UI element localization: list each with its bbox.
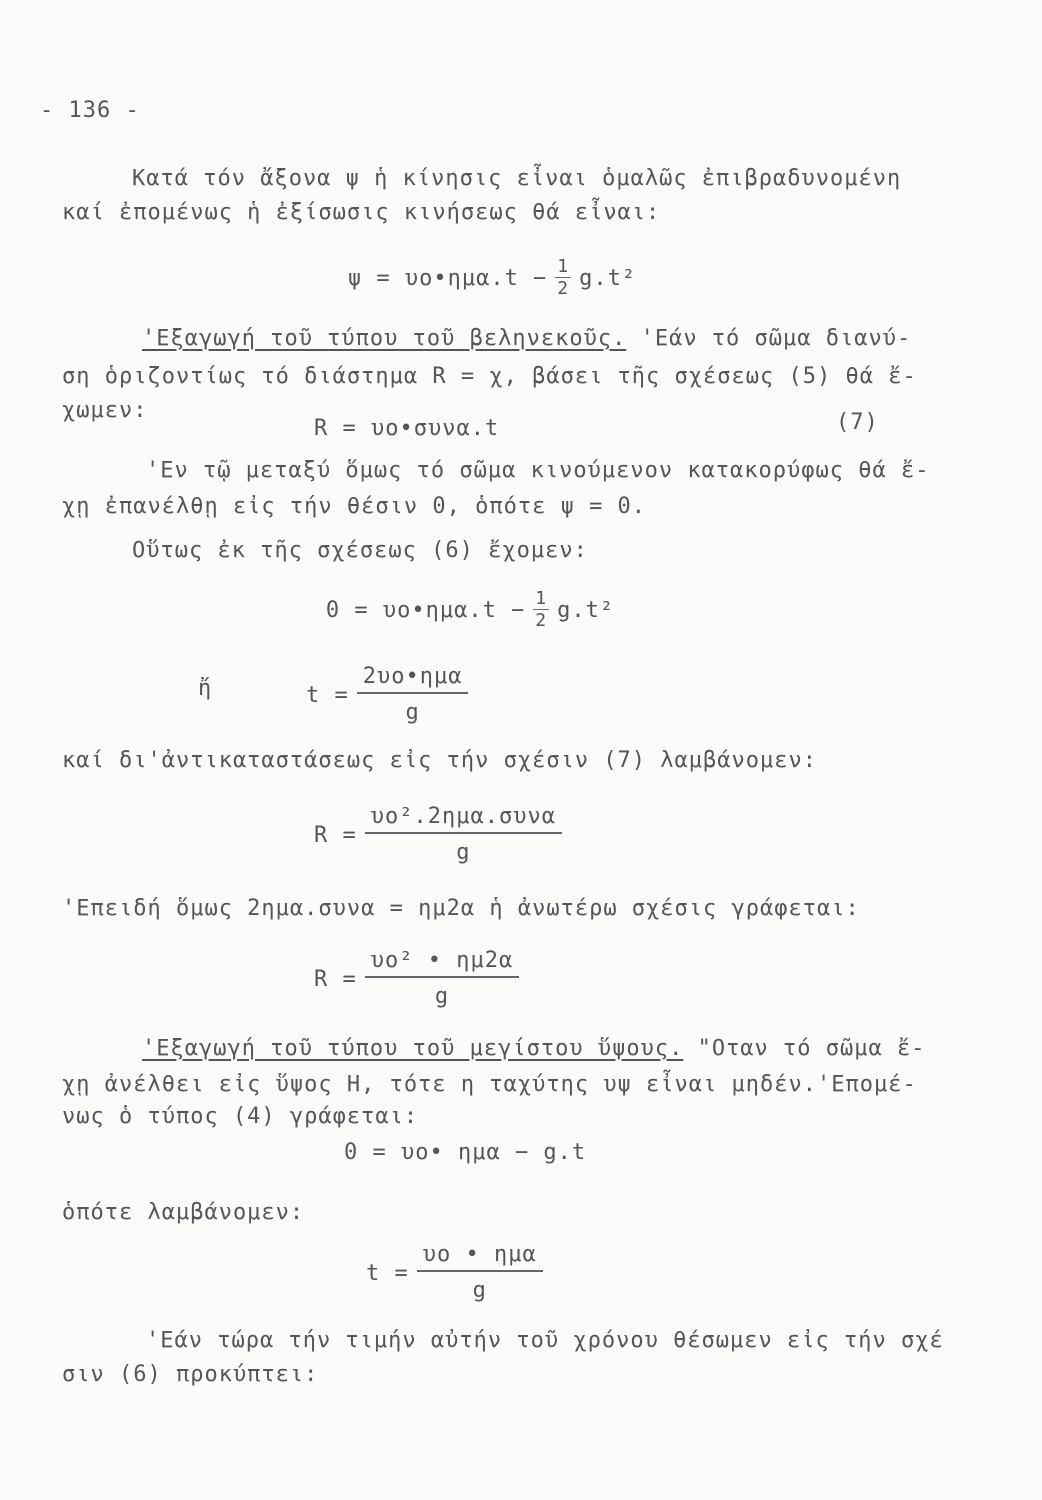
paragraph-line: νως ὁ τύπος (4) γράφεται: (62, 1104, 419, 1129)
equation-zero (326, 590, 614, 630)
equation-range-sin2a (314, 950, 519, 1008)
paragraph-line: Κατά τόν ἄξονα ψ ἡ κίνησις εἶναι ὁμαλῶς ἐπιβραδυνομένη (132, 166, 902, 191)
section-heading-line (142, 1036, 926, 1061)
equation-lhs: 0 = υο•ημα.t − (325, 597, 526, 623)
equation-time (306, 666, 468, 724)
equation-max-height: 0 = υο• ημα − g.t (344, 1140, 587, 1165)
equation-rhs: g.t² (579, 265, 637, 291)
paragraph-text: 'Εάν τό σῶμα διανύ- (626, 326, 912, 351)
paragraph-line: 'Επειδή ὅμως 2ημα.συνα = ημ2α ἡ ἀνωτέρω σχέσις γράφεται: (62, 896, 860, 921)
equation-lhs: t = (306, 682, 349, 708)
fraction-numerator: υο • ημα (417, 1244, 543, 1272)
fraction (357, 666, 469, 724)
equation-lhs: R = (314, 966, 357, 992)
fraction-denominator: 2 (557, 278, 570, 299)
fraction-denominator: 2 (535, 610, 548, 631)
fraction (417, 1244, 543, 1302)
fraction-numerator: υο² • ημ2α (365, 950, 519, 978)
fraction-denominator: g (434, 984, 450, 1009)
paragraph-line: καί δι'ἀντικαταστάσεως εἰς τήν σχέσιν (7) λαμβάνομεν: (62, 748, 817, 773)
fraction-denominator: g (456, 840, 471, 865)
fraction-numerator: 1 (535, 588, 548, 609)
paragraph-line: χῃ ἀνέλθει εἰς ὕψος Η, τότε η ταχύτης υψ εἶναι μηδέν.'Επομέ- (62, 1072, 917, 1097)
equation-number: (7) (836, 410, 879, 435)
paragraph-line: 'Εν τῷ μεταξύ ὅμως τό σῶμα κινούμενον κατακορύφως θά ἔ- (146, 458, 930, 483)
equation-lhs: R = (314, 822, 357, 848)
fraction-numerator: υο².2ημα.συνα (365, 806, 562, 834)
section-heading: 'Εξαγωγή τοῦ τύπου τοῦ μεγίστου ὕψους. (142, 1036, 684, 1061)
fraction (365, 806, 562, 864)
equation-range: R = υο•συνα.t (314, 416, 500, 441)
fraction-numerator: 2υο•ημα (357, 666, 469, 694)
fraction (533, 590, 549, 630)
paragraph-line: σιν (6) προκύπτει: (62, 1362, 319, 1387)
paragraph-line: Οὕτως ἐκ τῆς σχέσεως (6) ἔχομεν: (132, 538, 588, 563)
paragraph-text: "Οταν τό σῶμα ἔ- (683, 1036, 926, 1061)
equation-time-up (366, 1244, 543, 1302)
paragraph-line: ση ὁριζοντίως τό διάστημα R = χ, βάσει τῆς σχέσεως (5) θά ἔ- (62, 364, 917, 389)
fraction (555, 258, 571, 298)
equation-range-full (314, 806, 562, 864)
fraction-denominator: g (405, 700, 420, 725)
paragraph-line: 'Εάν τώρα τήν τιμήν αὐτήν τοῦ χρόνου θέσωμεν εἰς τήν σχέ (146, 1328, 944, 1353)
section-heading-line (142, 326, 911, 351)
paragraph-line: καί ἐπομένως ἡ ἐξίσωσις κινήσεως θά εἶναι: (62, 200, 661, 225)
paragraph-line: ὁπότε λαμβάνομεν: (62, 1200, 305, 1225)
fraction-denominator: g (472, 1278, 487, 1303)
equation-lhs: t = (366, 1260, 409, 1286)
equation-psi (348, 258, 636, 298)
paragraph-line: χῃ ἐπανέλθῃ εἰς τήν θέσιν 0, ὁπότε ψ = 0. (62, 494, 647, 519)
equation-prefix: ἤ (198, 676, 213, 701)
equation-rhs: g.t² (557, 597, 615, 623)
section-heading: 'Εξαγωγή τοῦ τύπου τοῦ βεληνεκοῦς. (142, 326, 627, 351)
page-number: - 136 - (40, 98, 140, 123)
fraction-numerator: 1 (557, 256, 570, 277)
fraction (365, 950, 519, 1008)
equation-lhs: ψ = υο•ημα.t − (347, 265, 548, 291)
paragraph-line: χωμεν: (62, 398, 148, 423)
